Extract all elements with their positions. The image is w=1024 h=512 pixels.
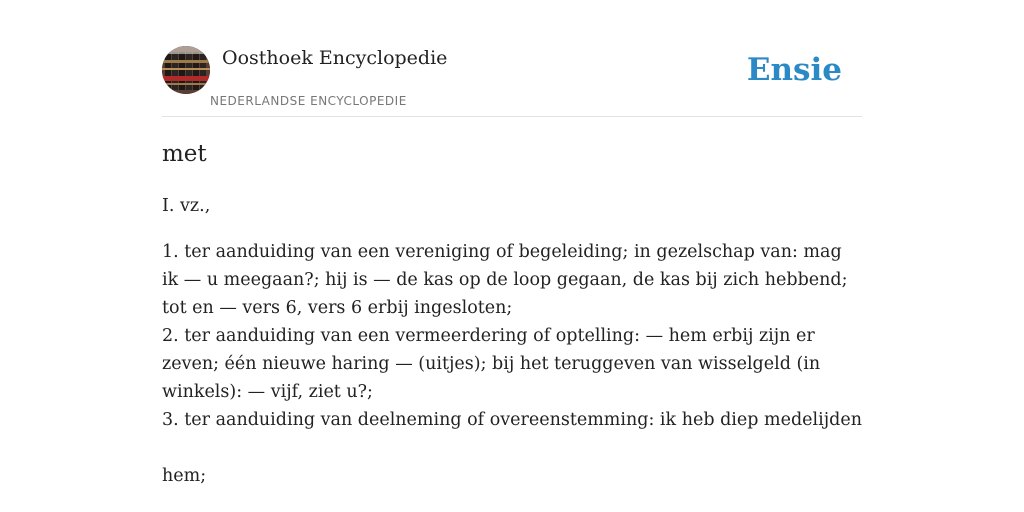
site-header	[162, 46, 862, 117]
meaning-item: 2. ter aanduiding van een vermeerdering of optelling: — hem erbij zijn er zeven; één nieuwe haring — (uitjes); bij het teruggeven van wisselgeld (in winkels): — vijf, ziet u?;	[162, 326, 821, 402]
site-subtitle: NEDERLANDSE ENCYCLOPEDIE	[210, 94, 407, 108]
brand-logo[interactable]: Ensie	[746, 52, 842, 88]
site-title[interactable]: Oosthoek Encyclopedie	[222, 47, 448, 69]
meaning-continuation: hem;	[162, 466, 207, 486]
entry-content	[162, 192, 862, 490]
meaning-item: 1. ter aanduiding van een vereniging of begeleiding; in gezelschap van: mag ik — u meegaan?; hij is — de kas op de loop gegaan, de kas bij zich hebbend; tot en — vers 6, vers 6 erbij ingesloten;	[162, 242, 848, 318]
meanings-list	[162, 238, 862, 434]
meaning-item: 3. ter aanduiding van deelneming of overeenstemming: ik heb diep medelijden	[162, 410, 862, 430]
entry-headword: met	[162, 141, 207, 167]
encyclopedia-books-icon[interactable]	[162, 46, 210, 94]
part-of-speech: I. vz.,	[162, 196, 211, 216]
